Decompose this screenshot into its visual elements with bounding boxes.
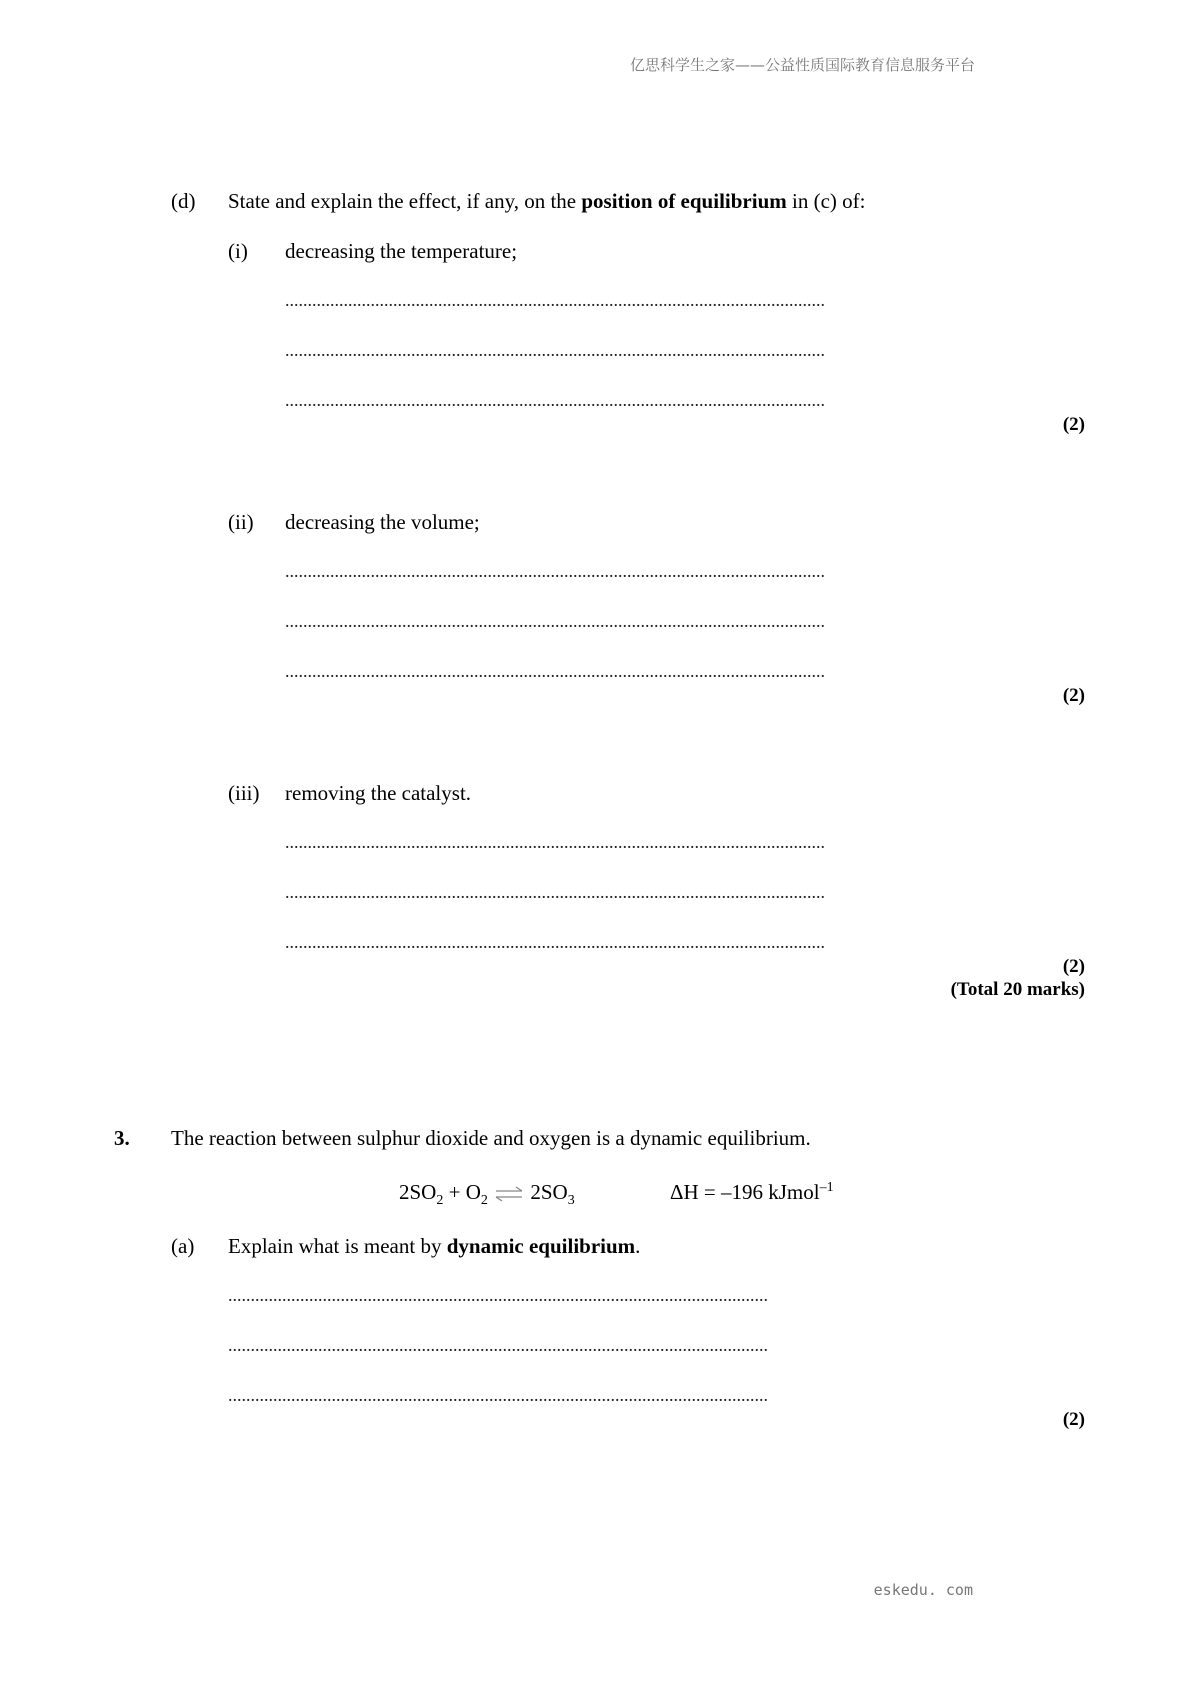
- eq-reactant-2: + O: [443, 1180, 481, 1204]
- question-3-number: 3.: [114, 1126, 130, 1150]
- part-d-prompt-post: in (c) of:: [786, 189, 866, 213]
- item-i-label: (i): [228, 239, 248, 263]
- item-ii-label: (ii): [228, 510, 254, 534]
- eq-sub-2: 2: [480, 1193, 488, 1209]
- part-a-prompt: [228, 1233, 640, 1259]
- part-d-prompt-bold: position of equilibrium: [581, 189, 787, 213]
- answer-line[interactable]: ........................................................................................................................: [285, 290, 825, 310]
- total-marks: (Total 20 marks): [950, 979, 1085, 1000]
- answer-line[interactable]: ........................................................................................................................: [285, 340, 825, 360]
- answer-line[interactable]: ........................................................................................................................: [285, 882, 825, 902]
- part-a-marks: (2): [1062, 1409, 1085, 1430]
- answer-line[interactable]: ........................................................................................................................: [228, 1285, 768, 1305]
- item-iii-text: removing the catalyst.: [285, 781, 472, 805]
- part-a-label: (a): [171, 1234, 195, 1258]
- answer-line[interactable]: ........................................................................................................................: [285, 390, 825, 410]
- item-i-marks: (2): [1062, 414, 1085, 435]
- answer-line[interactable]: ........................................................................................................................: [285, 832, 825, 852]
- answer-line[interactable]: ........................................................................................................................: [228, 1385, 768, 1405]
- item-iii-label: (iii): [228, 781, 260, 805]
- answer-line[interactable]: ........................................................................................................................: [285, 932, 825, 952]
- part-a-prompt-pre: Explain what is meant by: [228, 1234, 447, 1258]
- part-a-prompt-bold: dynamic equilibrium: [446, 1234, 636, 1258]
- part-d-label: (d): [171, 189, 196, 213]
- answer-line[interactable]: ........................................................................................................................: [285, 661, 825, 681]
- page-footer: eskedu. com: [873, 1581, 973, 1599]
- eq-reactant-1: 2SO: [399, 1180, 437, 1204]
- eq-sub-1: 2: [436, 1193, 444, 1209]
- eq-sub-3: 3: [567, 1193, 575, 1209]
- answer-line[interactable]: ........................................................................................................................: [285, 561, 825, 581]
- part-d-prompt: [228, 188, 866, 214]
- item-iii-marks: (2): [1062, 956, 1085, 977]
- answer-line[interactable]: ........................................................................................................................: [228, 1335, 768, 1355]
- item-i-text: decreasing the temperature;: [285, 239, 518, 263]
- answer-line[interactable]: ........................................................................................................................: [285, 611, 825, 631]
- part-d-prompt-pre: State and explain the effect, if any, on the: [228, 189, 582, 213]
- enthalpy-value: ΔH = –196 kJmol: [670, 1180, 820, 1204]
- question-3-intro: The reaction between sulphur dioxide and oxygen is a dynamic equilibrium.: [171, 1126, 811, 1150]
- equilibrium-arrows-icon: [493, 1185, 525, 1203]
- item-ii-marks: (2): [1062, 685, 1085, 706]
- eq-product: 2SO: [530, 1180, 568, 1204]
- enthalpy-unit-sup: –1: [819, 1180, 834, 1195]
- item-ii-text: decreasing the volume;: [285, 510, 480, 534]
- reaction-equation: [399, 1179, 575, 1209]
- part-a-prompt-post: .: [635, 1234, 641, 1258]
- enthalpy-change: [670, 1179, 834, 1205]
- page-header: 亿思科学生之家——公益性质国际教育信息服务平台: [629, 56, 975, 74]
